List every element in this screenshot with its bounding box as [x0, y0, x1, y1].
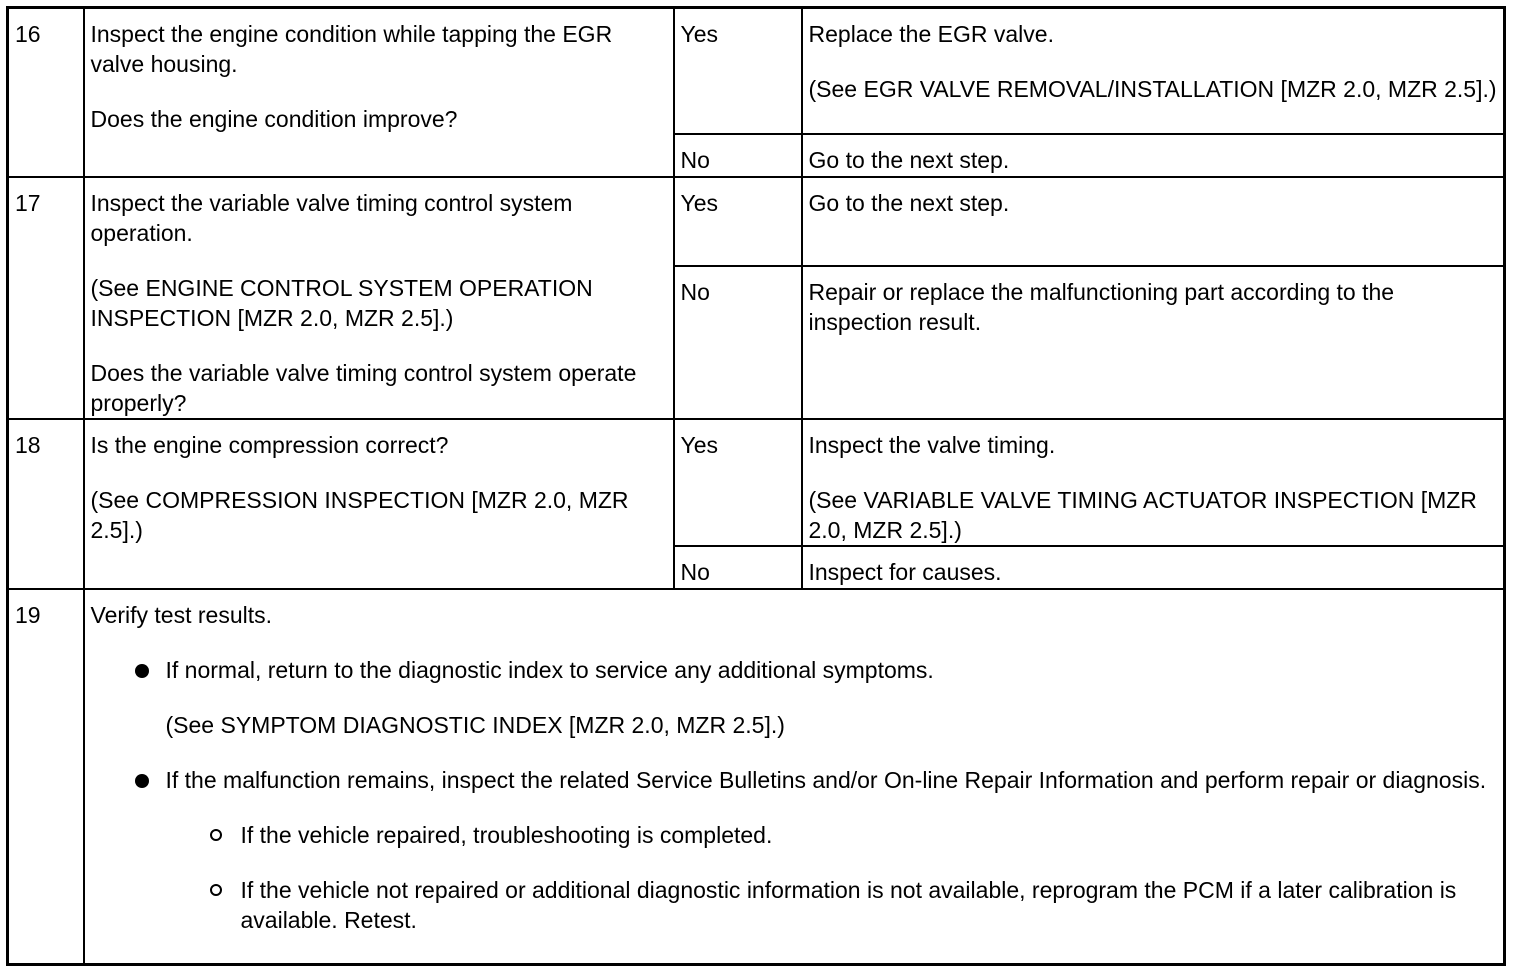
step-row-19 — [8, 589, 1505, 965]
action-question: Is the engine compression correct? — [90, 431, 449, 458]
result-text: Inspect for causes. — [808, 558, 1002, 585]
list-item — [91, 655, 1498, 740]
final-heading: Verify test results. — [90, 601, 273, 628]
action-question: Does the engine condition improve? — [90, 106, 458, 132]
answer-no: No — [674, 546, 802, 589]
answer-yes: Yes — [674, 419, 802, 546]
answer-yes: Yes — [674, 8, 802, 134]
result-text: Repair or replace the malfunctioning part according to the inspection result. — [808, 278, 1395, 335]
bullet-reference: (See SYMPTOM DIAGNOSTIC INDEX [MZR 2.0, MZR 2.5].) — [165, 711, 785, 738]
verify-list — [91, 655, 1498, 935]
diagnostic-table — [6, 6, 1506, 966]
sub-list-item — [166, 820, 1498, 850]
answer-no: No — [674, 266, 802, 419]
result-text: Go to the next step. — [808, 189, 1010, 216]
step-action — [84, 589, 1505, 965]
bullet-text: If normal, return to the diagnostic index to service any additional symptoms. — [165, 656, 934, 683]
result-yes — [802, 177, 1505, 266]
result-no — [802, 134, 1505, 177]
sub-bullet-text: If the vehicle repaired, troubleshooting is completed. — [240, 821, 773, 848]
step-action — [84, 177, 674, 419]
action-question: Does the variable valve timing control system operate properly? — [90, 359, 637, 416]
action-text: Inspect the engine condition while tapping the EGR valve housing. — [90, 21, 613, 77]
step-number: 18 — [8, 419, 84, 589]
action-text: Inspect the variable valve timing control system operation. — [90, 189, 573, 246]
step-action — [84, 419, 674, 589]
step-row-18-yes — [8, 419, 1505, 546]
circle-bullet-icon — [210, 829, 222, 841]
result-reference: (See VARIABLE VALVE TIMING ACTUATOR INSPECTION [MZR 2.0, MZR 2.5].) — [808, 486, 1477, 543]
result-reference: (See EGR VALVE REMOVAL/INSTALLATION [MZR 2.0, MZR 2.5].) — [808, 76, 1497, 102]
result-no — [802, 266, 1505, 419]
sub-bullet-text: If the vehicle not repaired or additional diagnostic information is not available, reprogram the PCM if a later calibration is available. Retest. — [240, 876, 1457, 933]
result-text: Go to the next step. — [808, 146, 1010, 173]
step-row-16-yes — [8, 8, 1505, 134]
result-yes — [802, 8, 1505, 134]
action-reference: (See ENGINE CONTROL SYSTEM OPERATION INSPECTION [MZR 2.0, MZR 2.5].) — [90, 274, 593, 331]
step-number: 17 — [8, 177, 84, 419]
result-text: Inspect the valve timing. — [808, 431, 1056, 458]
sub-list-item — [166, 875, 1498, 935]
step-number: 19 — [8, 589, 84, 965]
result-text: Replace the EGR valve. — [808, 21, 1054, 47]
step-number: 16 — [8, 8, 84, 177]
circle-bullet-icon — [210, 884, 222, 896]
list-item — [91, 765, 1498, 935]
sub-list — [166, 820, 1498, 935]
bullet-icon — [135, 664, 149, 678]
answer-yes: Yes — [674, 177, 802, 266]
result-no — [802, 546, 1505, 589]
action-reference: (See COMPRESSION INSPECTION [MZR 2.0, MZR 2.5].) — [90, 486, 629, 543]
step-row-17-yes — [8, 177, 1505, 266]
result-yes — [802, 419, 1505, 546]
bullet-text: If the malfunction remains, inspect the related Service Bulletins and/or On-line Repair Information and perform repair or diagnosis. — [165, 766, 1487, 793]
step-action — [84, 8, 674, 177]
bullet-icon — [135, 774, 149, 788]
answer-no: No — [674, 134, 802, 177]
